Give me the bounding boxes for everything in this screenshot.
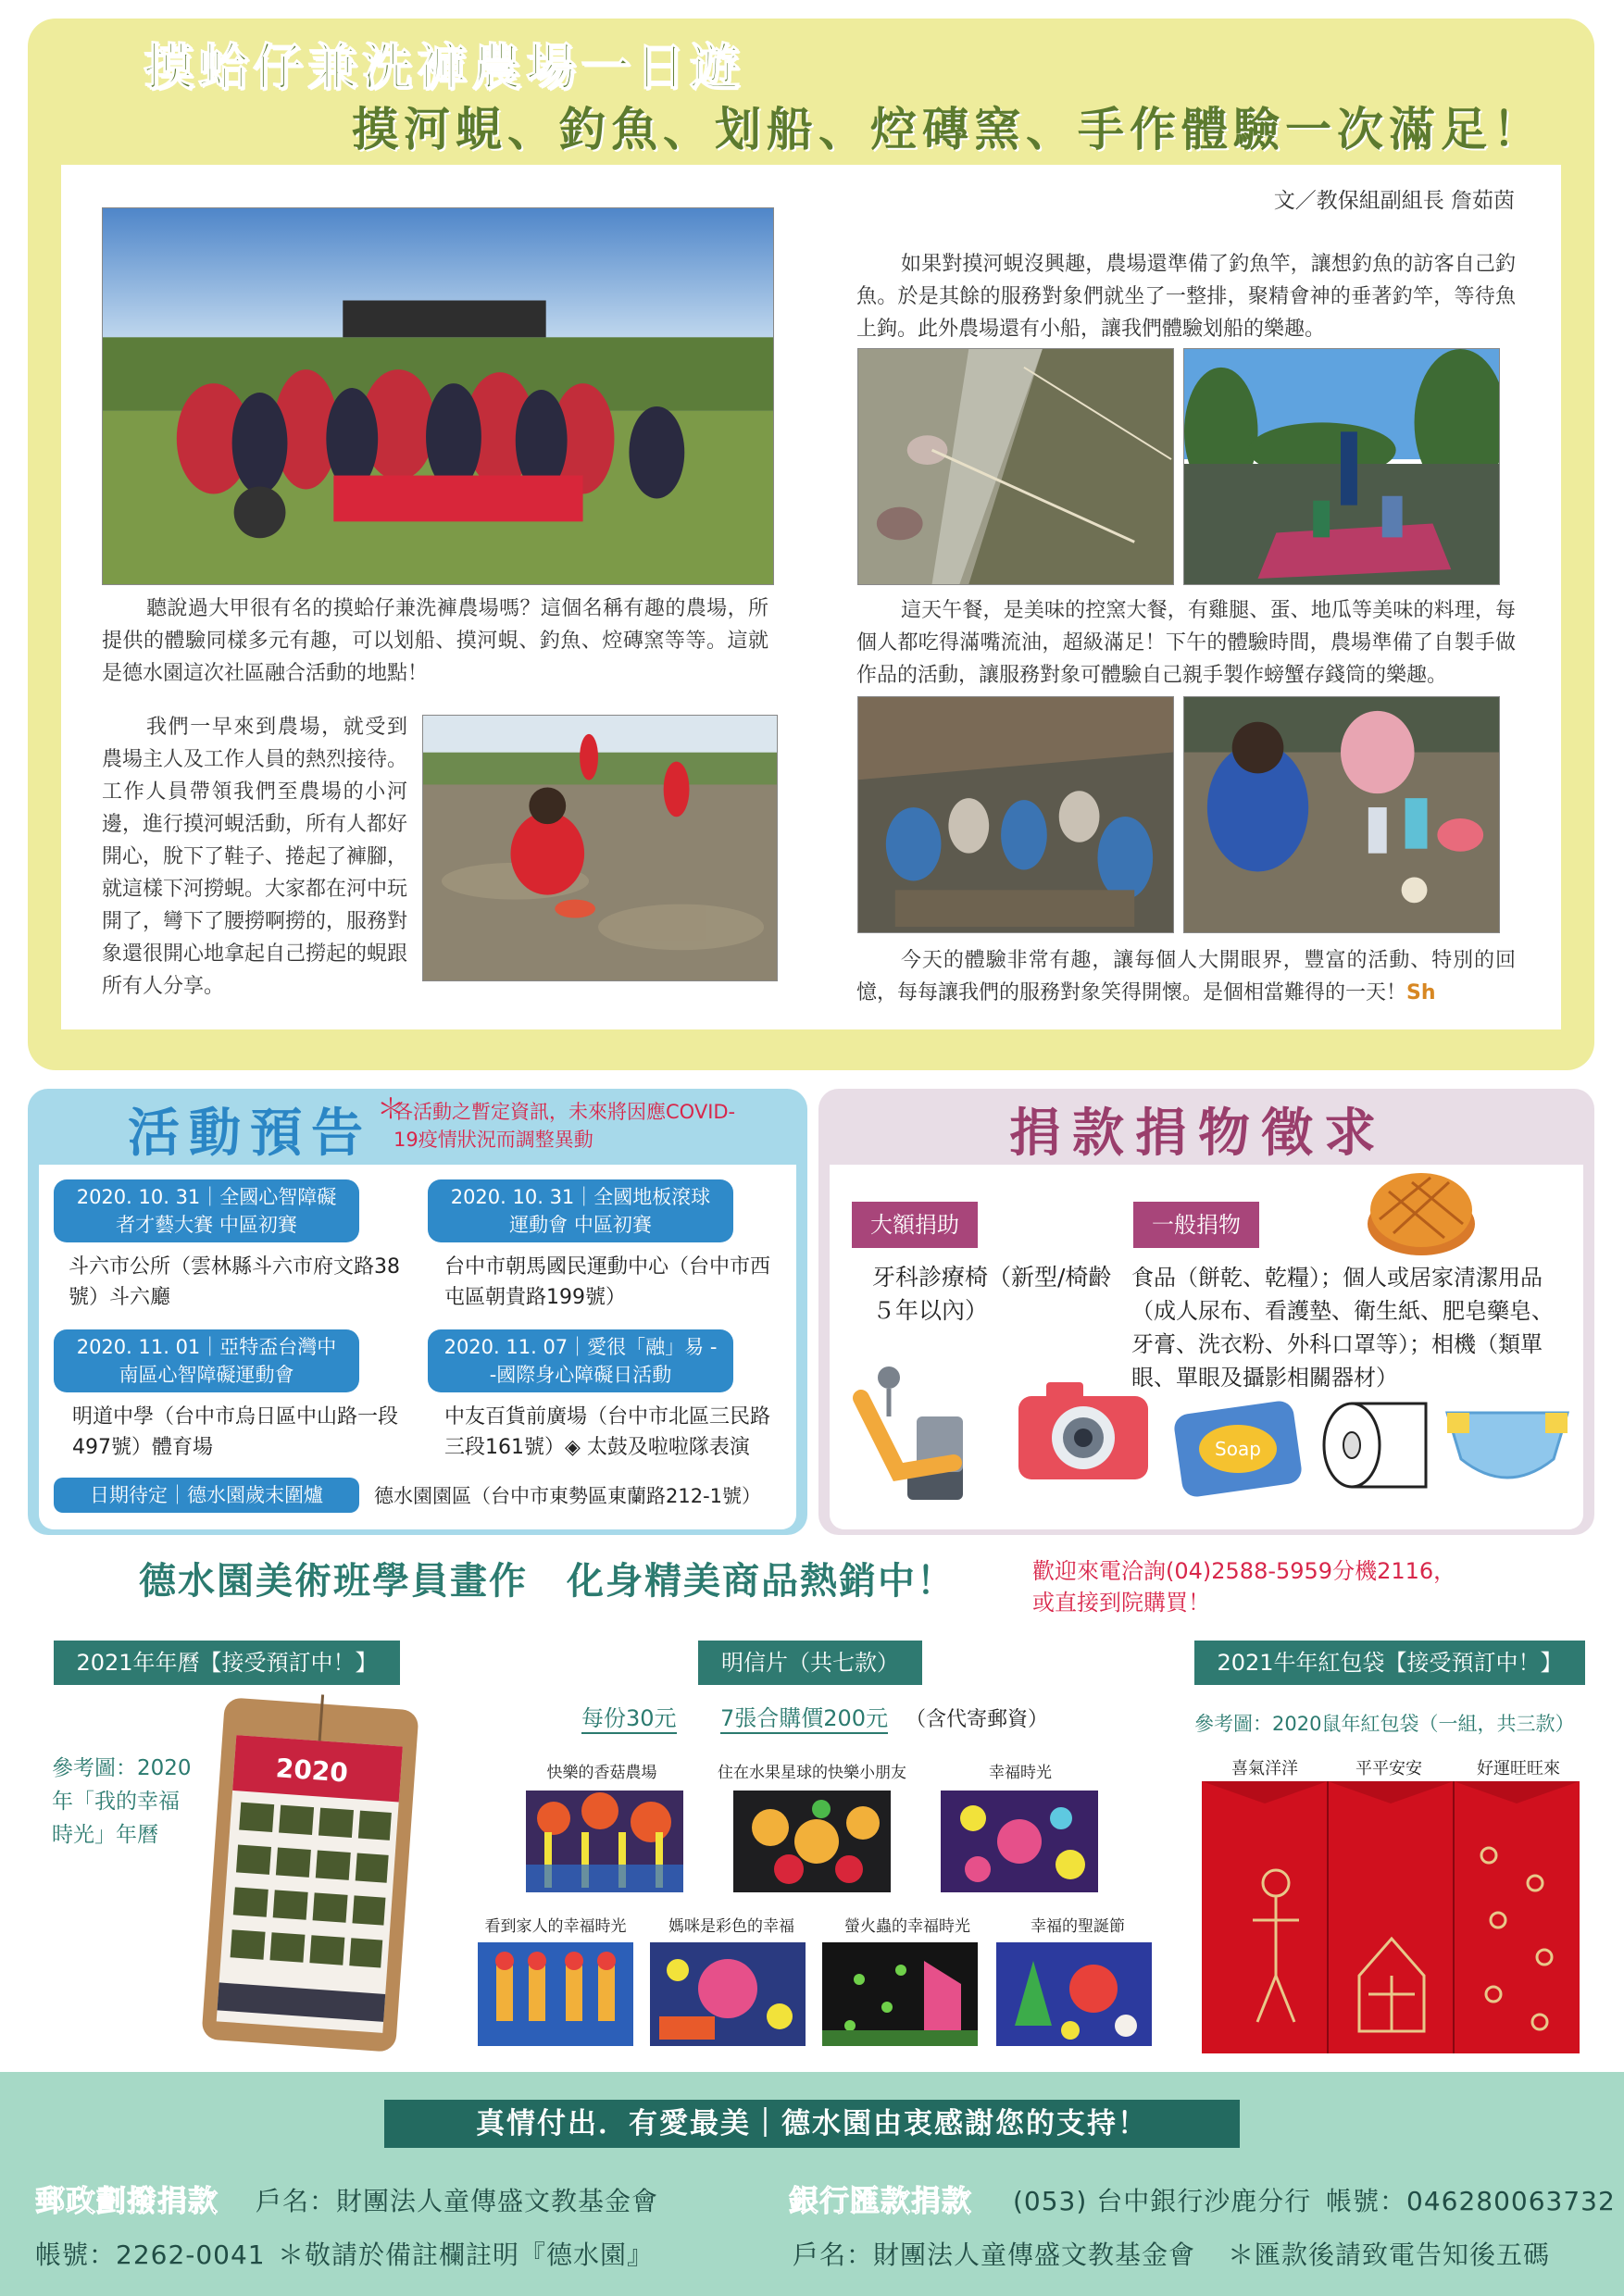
- article-paragraph-3: 如果對摸河蜆沒興趣，農場還準備了釣魚竿，讓想釣魚的訪客自己釣魚。於是其餘的服務對象們就坐了一整排，聚精會神的垂著釣竿，等待魚上鉤。此外農場還有小船，讓我們體驗划船的樂趣。: [856, 253, 1516, 341]
- postal-note: ＊敬請於備註欄註明『德水園』: [278, 2240, 655, 2270]
- article-subtitle: 摸河蜆、釣魚、划船、焢磚窯、手作體驗一次滿足！: [352, 102, 1544, 156]
- events-note-text: 各活動之暫定資訊，未來將因應COVID-19疫情狀況而調整異動: [394, 1101, 736, 1151]
- envelope-name-2: 平平安安: [1355, 1759, 1422, 1778]
- postcard-title-2: 住在水果星球的快樂小朋友: [718, 1764, 906, 1782]
- postcard-title-5: 媽咪是彩色的幸福: [668, 1917, 794, 1936]
- event-desc-1: 斗六市公所（雲林縣斗六市府文路38號）斗六廳: [69, 1255, 400, 1309]
- general-donation-text: 食品（餅乾、乾糧）；個人或居家清潔用品（成人尿布、看護墊、衛生紙、肥皂藥皂、牙膏、洗衣粉、外科口罩等）；相機（類單眼、單眼及攝影相關器材）: [1131, 1265, 1554, 1391]
- camera-icon: [1009, 1368, 1157, 1489]
- postcard-art-4: [478, 1942, 633, 2046]
- postcard-price-single: 每份30元: [581, 1700, 677, 1734]
- postcard-art-1: [526, 1791, 683, 1892]
- event-tag-2: 2020. 10. 31｜全國地板滾球運動會 中區初賽: [428, 1179, 733, 1242]
- postcard-art-3: [941, 1791, 1098, 1892]
- diaper-icon: [1443, 1404, 1572, 1496]
- calendar-ref: 參考圖：2020年「我的幸福時光」年曆: [52, 1756, 192, 1847]
- article-paragraph-1: 聽說過大甲很有名的摸蛤仔兼洗褲農場嗎？這個名稱有趣的農場，所提供的體驗同樣多元有趣，可以划船、摸河蜆、釣魚、焢磚窯等等。這就是德水園這次社區融合活動的地點！: [102, 597, 768, 685]
- bank-branch: (053) 台中銀行沙鹿分行: [1013, 2186, 1312, 2216]
- postcard-art-6: [822, 1942, 978, 2046]
- postcard-title-6: 螢火蟲的幸福時光: [844, 1917, 970, 1936]
- event-desc-2: 台中市朝馬國民運動中心（台中市西屯區朝貴路199號）: [444, 1255, 771, 1309]
- art-contact-note: 歡迎來電洽詢(04)2588-5959分機2116，或直接到院購買！: [1032, 1558, 1456, 1616]
- craft-photo: [1183, 696, 1500, 933]
- art-products-title: 德水園美術班學員畫作 化身精美商品熱銷中！: [139, 1560, 956, 1603]
- postcard-title-1: 快樂的香菇農場: [546, 1764, 657, 1782]
- bank-account-number: 帳號：046280063732: [1326, 2186, 1616, 2216]
- thanks-banner: 真情付出．有愛最美｜德水園由衷感謝您的支持！: [384, 2100, 1240, 2148]
- postal-account-name: 戶名：財團法人童傳盛文教基金會: [256, 2186, 659, 2216]
- postal-account-number: 帳號：2262-0041: [35, 2240, 266, 2270]
- toilet-paper-icon: [1315, 1385, 1454, 1505]
- article-paragraph-5: [856, 944, 1516, 1009]
- calendar-label: 2021年年曆【接受預訂中！】: [54, 1641, 400, 1685]
- postcard-label: 明信片（共七款）: [698, 1641, 922, 1685]
- event-tag-5: 日期待定｜德水園歲末圍爐: [54, 1478, 359, 1513]
- red-envelopes-image: [1202, 1781, 1580, 2053]
- large-donation-text: 牙科診療椅（新型/椅齡５年以內）: [872, 1264, 1112, 1324]
- article-author: 文／教保組副組長 詹茹茵: [1273, 189, 1515, 213]
- events-title: 活動預告: [128, 1103, 372, 1164]
- donation-title: 捐款捐物徵求: [1009, 1103, 1387, 1164]
- postal-label: 郵政劃撥捐款: [35, 2183, 219, 2218]
- dental-chair-icon: [852, 1361, 991, 1509]
- postcard-title-4: 看到家人的幸福時光: [484, 1917, 627, 1936]
- event-desc-4: 中友百貨前廣場（台中市北區三民路三段161號）◈ 太鼓及啦啦隊表演: [444, 1405, 771, 1459]
- calendar-image: [194, 1694, 426, 2055]
- soap-icon: [1168, 1398, 1307, 1500]
- envelope-name-3: 好運旺旺來: [1477, 1759, 1560, 1778]
- event-tag-4: 2020. 11. 07｜愛很「融」易 --國際身心障礙日活動: [428, 1329, 733, 1392]
- soap-label: Soap: [1215, 1438, 1261, 1460]
- bank-account-name: 戶名：財團法人童傳盛文教基金會: [793, 2240, 1196, 2270]
- calendar-year: 2020: [274, 1753, 349, 1789]
- envelope-name-1: 喜氣洋洋: [1231, 1759, 1298, 1778]
- postcard-title-3: 幸福時光: [989, 1764, 1052, 1782]
- fishing-photo: [857, 348, 1174, 585]
- article-paragraph-4: 這天午餐，是美味的控窯大餐，有雞腿、蛋、地瓜等美味的料理，每個人都吃得滿嘴流油，超級滿足！下午的體驗時間，農場準備了自製手做作品的活動，讓服務對象可體驗自己親手製作螃蟹存錢筒的樂趣。: [856, 599, 1516, 687]
- note-star: ＊: [377, 1093, 405, 1126]
- closing-text: 今天的體驗非常有趣，讓每個人大開眼界，豐富的活動、特別的回憶，每每讓我們的服務對象笑得開懷。是個相當難得的一天！: [856, 949, 1516, 1004]
- river-photo: [422, 715, 778, 981]
- bank-note: ＊匯款後請致電告知後五碼: [1228, 2240, 1551, 2270]
- bread-icon: [1361, 1159, 1481, 1261]
- postcard-art-5: [650, 1942, 806, 2046]
- group-photo: [102, 207, 774, 585]
- postcard-title-7: 幸福的聖誕節: [1031, 1917, 1125, 1936]
- postcard-price-bundle: 7張合購價200元: [720, 1700, 888, 1734]
- postcard-art-7: [996, 1942, 1152, 2046]
- events-note: [377, 1093, 745, 1154]
- article-title: 摸蛤仔兼洗褲農場一日遊: [144, 37, 744, 96]
- large-donation-label: 大額捐助: [852, 1202, 978, 1248]
- event-tag-3: 2020. 11. 01｜亞特盃台灣中南區心智障礙運動會: [54, 1329, 359, 1392]
- postcard-art-2: [733, 1791, 891, 1892]
- general-donation-label: 一般捐物: [1133, 1202, 1259, 1248]
- envelope-label: 2021牛年紅包袋【接受預訂中！】: [1194, 1641, 1585, 1685]
- event-desc-3: 明道中學（台中市烏日區中山路一段497號）體育場: [72, 1405, 399, 1459]
- foundation-logo: Sh: [1406, 981, 1436, 1004]
- article-paragraph-2: 我們一早來到農場，就受到農場主人及工作人員的熱烈接待。工作人員帶領我們至農場的小河邊，進行摸河蜆活動，所有人都好開心，脫下了鞋子、捲起了褲腳，就這樣下河撈蜆。大家都在河中玩開了，彎下了腰撈啊撈的，服務對象還很開心地拿起自己撈起的蜆跟所有人分享。: [102, 716, 408, 998]
- event-desc-5: 德水園園區（台中市東勢區東蘭路212-1號）: [374, 1485, 762, 1507]
- bank-label: 銀行匯款捐款: [789, 2183, 973, 2218]
- envelope-ref: 參考圖：2020鼠年紅包袋（一組，共三款）: [1194, 1713, 1575, 1735]
- boat-photo: [1183, 348, 1500, 585]
- lunch-photo: [857, 696, 1174, 933]
- postcard-price-note: （含代寄郵資）: [906, 1708, 1049, 1731]
- event-tag-1: 2020. 10. 31｜全國心智障礙者才藝大賽 中區初賽: [54, 1179, 359, 1242]
